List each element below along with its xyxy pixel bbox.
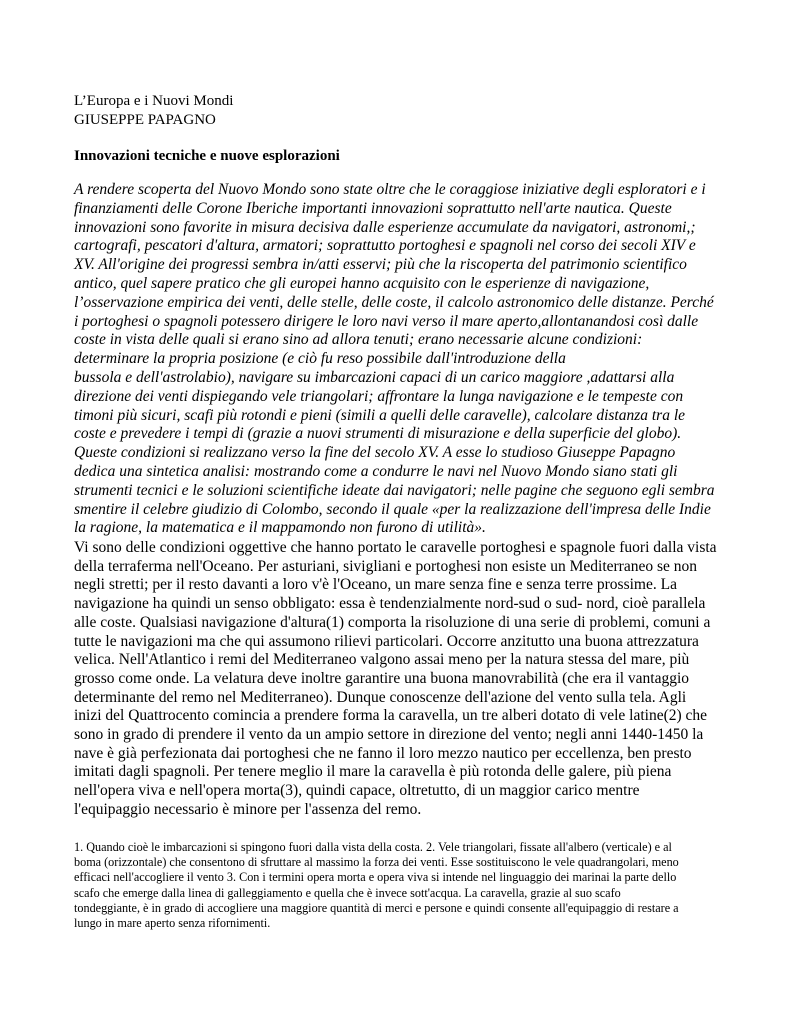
body-line: della terraferma nell'Oceano. Per asturiani, sivigliani e portoghesi non esiste un Mediterraneo se non — [74, 557, 698, 575]
intro-line: dedica una sintetica analisi: mostrando come a condurre le navi nel Nuovo Mondo siano stati gli — [74, 462, 678, 480]
intro-line: la ragione, la matematica e il mappamondo non furono di utilità». — [74, 519, 486, 537]
body-line: determinante del remo nel Mediterraneo). Dunque conoscenze dell'azione del vento sulla tela. Agli — [74, 688, 687, 706]
body-line: inizi del Quattrocento comincia a prendere forma la caravella, un tre alberi dotato di vele latine(2) che — [74, 707, 708, 725]
intro-line: direzione dei venti dispiegando vele triangolari; affrontare la lunga navigazione e le tempeste con — [74, 387, 684, 405]
body-line: alle coste. Qualsiasi navigazione d'altura(1) comporta la risoluzione di una serie di problemi, comuni a — [74, 613, 711, 631]
footnote-line: boma (orizzontale) che consentono di sfruttare al massimo la forza dei venti. Esse sostituiscono le vele quadrangolari, meno — [74, 855, 679, 870]
intro-line: antico, quel sapere pratico che gli europei hanno acquisito con le esperienze di navigazione, — [74, 274, 650, 292]
body-line: sono in grado di prendere il vento da un ampio settore in direzione del vento; negli anni 1440-1450 la — [74, 726, 704, 744]
footnote-line: 1. Quando cioè le imbarcazioni si spingono fuori dalla vista della costa. 2. Vele triangolari, fissate all'albero (verticale) e al — [74, 840, 672, 854]
intro-line: Queste condizioni si realizzano verso la fine del secolo XV. A esse lo studioso Giuseppe Papagno — [74, 444, 676, 462]
body-line: negli stretti; per il resto davanti a loro v'è l'Oceano, un mare senza fine e senza terre prossime. La — [74, 576, 677, 594]
body-line: imitati dagli spagnoli. Per tenere meglio il mare la caravella è più rotonda delle galere, più piena — [74, 763, 672, 781]
body-line: grosso come onde. La velatura deve inoltre garantire una buona manovrabilità (che era il vantaggio — [74, 669, 690, 687]
document-title: L’Europa e i Nuovi Mondi — [74, 93, 234, 109]
document-header — [74, 92, 233, 130]
intro-line: A rendere scoperta del Nuovo Mondo sono state oltre che le coraggiose iniziative degli esploratori e i — [74, 181, 706, 198]
intro-line: bussola e dell'astrolabio), navigare su imbarcazioni capaci di un carico maggiore ,adattarsi alla — [74, 368, 675, 386]
footnote-line: efficaci nell'accogliere il vento 3. Con i termini opera morta e opera viva si intende nel linguaggio dei marinai la parte dello — [74, 870, 677, 885]
intro-line: innovazioni sono favorite in misura decisiva dalle esperienze accumulate da navigatori, astronomi,; — [74, 218, 696, 236]
body-line: nell'opera viva e nell'opera morta(3), quindi capace, oltretutto, di un maggior carico mentre — [74, 782, 640, 800]
intro-line: smentire il celebre giudizio di Colombo, secondo il quale «per la realizzazione dell'impresa delle Indie — [74, 500, 711, 518]
section-title: Innovazioni tecniche e nuove esplorazioni — [74, 148, 340, 164]
document-author: GIUSEPPE PAPAGNO — [74, 112, 216, 128]
intro-line: i portoghesi o spagnoli potessero dirigere le loro navi verso il mare aperto,allontanandosi così dalle — [74, 312, 699, 330]
footnote-line: lungo in mare aperto senza rifornimenti. — [74, 916, 271, 931]
intro-line: strumenti tecnici e le soluzioni scientifiche ideate dai navigatori; nelle pagine che seguono egli sembra — [74, 481, 715, 499]
intro-line: coste e prevedere i tempi di (grazie a nuovi strumenti di misurazione e della superficie del globo). — [74, 425, 682, 443]
body-line: navigazione ha quindi un senso obbligato: essa è tendenzialmente nord-sud o sud- nord, cioè parallela — [74, 595, 706, 613]
intro-line: XV. All'origine dei progressi sembra in/atti esservi; più che la riscoperta del patrimonio scientifico — [74, 256, 687, 274]
body-line: tutte le navigazioni ma che qui assumono rilievi particolari. Occorre anzitutto una buona attrezzatura — [74, 632, 699, 650]
intro-paragraph — [74, 181, 724, 538]
footnote-line: tondeggiante, è in grado di accogliere una maggiore quantità di merci e persone e quindi consente all'equipaggio di restare a — [74, 900, 679, 915]
body-paragraph — [74, 539, 724, 820]
body-line: velica. Nell'Atlantico i remi del Mediterraneo valgono assai meno per la natura stessa del mare, più — [74, 651, 690, 669]
intro-line: l’osservazione empirica dei venti, delle stelle, delle coste, il calcolo astronomico delle distanze. Perché — [74, 293, 714, 311]
body-line: Vi sono delle condizioni oggettive che hanno portato le caravelle portoghesi e spagnole fuori dalla vista — [74, 539, 717, 556]
intro-line: timoni più sicuri, scafi più rotondi e pieni (simili a quelli delle caravelle), calcolare distanza tra le — [74, 406, 686, 424]
intro-line: finanziamenti delle Corone Iberiche importanti innovazioni soprattutto nell'arte nautica. Queste — [74, 199, 672, 217]
intro-line: cartografi, pescatori d'altura, armatori; soprattutto portoghesi e spagnoli nel corso dei secoli XIV e — [74, 237, 696, 255]
body-line: nave è già perfezionata dai portoghesi che ne fanno il loro mezzo nautico per eccellenza, ben presto — [74, 744, 692, 762]
body-line: l'equipaggio necessario è minore per l'assenza del remo. — [74, 800, 422, 818]
footnotes — [74, 840, 724, 931]
intro-line: coste in vista delle quali si erano sino ad allora tenuti; erano necessarie alcune condizioni: — [74, 331, 643, 349]
footnote-line: scafo che emerge dalla linea di galleggiamento e quella che è invece sott'acqua. La caravella, grazie al suo scafo — [74, 885, 621, 900]
intro-line: determinare la propria posizione (e ciò fu reso possibile dall'introduzione della — [74, 350, 566, 368]
